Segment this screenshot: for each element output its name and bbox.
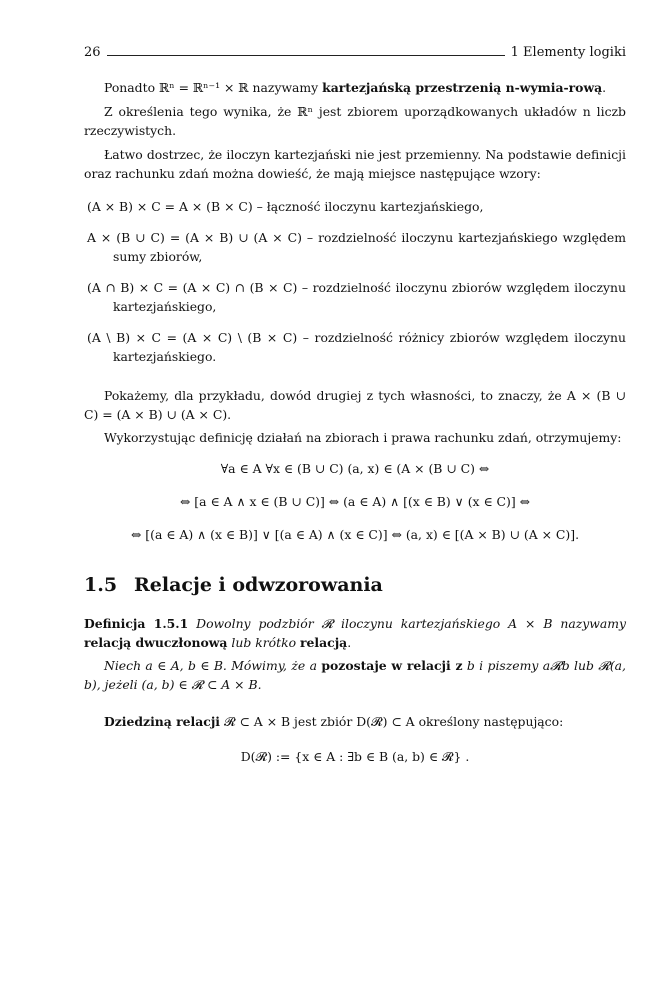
proof-line-1: ∀a ∈ A ∀x ∈ (B ∪ C) (a, x) ∈ (A × (B ∪ C) ⇔	[220, 461, 490, 476]
para1-bold: kartezjańską przestrzenią n-wymia-rową	[322, 80, 603, 95]
proof-line-3: ⇔ [(a ∈ A) ∧ (x ∈ B)] ∨ [(a ∈ A) ∧ (x ∈ C)] ⇔ (a, x) ∈ [(A × B) ∪ (A × C)].	[130, 527, 580, 542]
section-heading	[84, 574, 626, 596]
running-header	[84, 40, 626, 60]
domain-text: 𝓡 ⊂ A × B jest zbiór D(𝓡) ⊂ A określony następująco:	[223, 714, 564, 729]
definition-text-1: Dowolny podzbiór 𝓡 iloczynu kartezjańskiego A × B nazywamy	[196, 616, 627, 631]
definition-relation-notation	[84, 656, 626, 694]
definition-text-3: Niech a ∈ A, b ∈ B. Mówimy, że a	[104, 658, 317, 673]
domain-formula: D(𝓡) := {x ∈ A : ∃b ∈ B (a, b) ∈ 𝓡} .	[240, 749, 470, 764]
paragraph-proof-intro: Pokażemy, dla przykładu, dowód drugiej z tych własności, to znaczy, że A × (B ∪ C) = (A × B) ∪ (A × C).	[84, 388, 626, 422]
proof-line-2: ⇔ [a ∈ A ∧ x ∈ (B ∪ C)] ⇔ (a ∈ A) ∧ [(x ∈ B) ∨ (x ∈ C)] ⇔	[179, 494, 531, 509]
definition-bold-3: pozostaje w relacji z	[321, 658, 463, 673]
paragraph-cartesian-space	[84, 78, 626, 97]
paragraph-not-commutative: Łatwo dostrzec, że iloczyn kartezjański nie jest przemienny. Na podstawie definicji oraz rachunku zdań można dowieść, że mają miejsce następujące wzory:	[84, 147, 626, 181]
chapter-title: 1 Elementy logiki	[510, 45, 626, 60]
page-number: 26	[84, 45, 101, 60]
section-number: 1.5	[84, 574, 118, 596]
definition-text-4: b i piszemy a𝓡b lub 𝓡(a, b), jeżeli (a, b) ∈ 𝓡 ⊂ A × B.	[84, 658, 626, 692]
formula-distributivity-difference: (A \ B) × C = (A × C) \ (B × C) – rozdzielność różnicy zbiorów względem iloczynu kartezjańskiego.	[87, 330, 626, 364]
para1-text: Ponadto ℝⁿ = ℝⁿ⁻¹ × ℝ nazywamy	[104, 80, 323, 95]
formula-distributivity-union: A × (B ∪ C) = (A × B) ∪ (A × C) – rozdzielność iloczynu kartezjańskiego względem sumy zbiorów,	[87, 230, 626, 264]
domain-bold: Dziedziną relacji	[104, 714, 221, 729]
formula-distributivity-intersection: (A ∩ B) × C = (A × C) ∩ (B × C) – rozdzielność iloczynu zbiorów względem iloczynu kartezjańskiego,	[87, 280, 626, 314]
definition-label: Definicja 1.5.1	[84, 616, 189, 631]
header-rule	[107, 55, 505, 56]
section-title: Relacje i odwzorowania	[134, 574, 383, 596]
definition-text-2: lub krótko	[231, 635, 297, 650]
definition-1-5-1: Definicja 1.5.1 Dowolny podzbiór 𝓡 iloczynu kartezjańskiego A × B nazywamy relacją dwuczłonową lub krótko relacją.	[84, 616, 627, 650]
para1-end: .	[602, 80, 607, 95]
paragraph-domain	[84, 712, 626, 731]
paragraph-proof-method: Wykorzystując definicję działań na zbiorach i prawa rachunku zdań, otrzymujemy:	[104, 430, 622, 445]
formula-associativity: (A × B) × C = A × (B × C) – łączność iloczynu kartezjańskiego,	[87, 199, 484, 214]
definition-bold-1: relacją dwuczłonową	[84, 635, 228, 650]
definition-bold-2: relacją	[300, 635, 348, 650]
page	[84, 40, 626, 766]
paragraph-ordered-tuples: Z określenia tego wynika, że ℝⁿ jest zbiorem uporządkowanych układów n liczb rzeczywistych.	[84, 104, 626, 138]
